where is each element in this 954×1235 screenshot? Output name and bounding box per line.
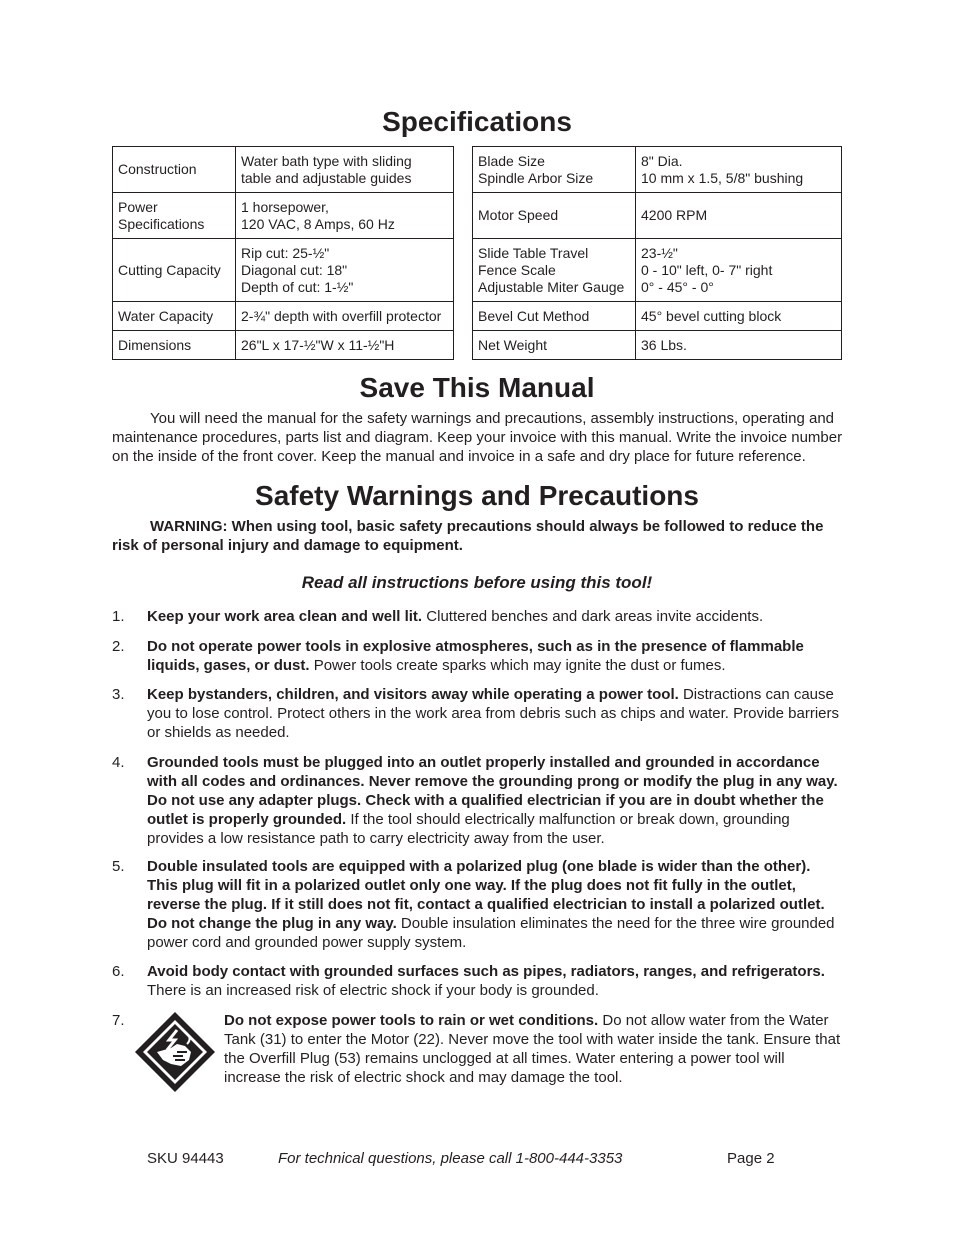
spec-row [113,302,454,331]
spec-label: Motor Speed [473,193,636,239]
item-number: 7. [112,1012,125,1029]
spec-value: 8" Dia. 10 mm x 1.5, 5/8" bushing [636,147,842,193]
spec-row [113,193,454,239]
item-text: Distractions can cause you to lose control. Protect others in the work area from debris such as chips and water. Provide barriers or shields as needed. [147,686,839,741]
item-number: 6. [112,963,125,980]
list-item [112,753,844,848]
list-item [112,1011,844,1087]
spec-value: 45° bevel cutting block [636,302,842,331]
spec-value: 26"L x 17-½"W x 11-½"H [236,331,454,360]
spec-label: Dimensions [113,331,236,360]
spec-label: Slide Table Travel Fence Scale Adjustable Miter Gauge [473,239,636,302]
specifications-title: Specifications [382,106,572,137]
list-item [112,685,844,742]
spec-value: 4200 RPM [636,193,842,239]
item-bold-text: Keep bystanders, children, and visitors away while operating a power tool. [147,686,679,703]
electric-shock-hand-icon [133,1010,217,1094]
spec-label: Blade Size Spindle Arbor Size [473,147,636,193]
spec-value: Water bath type with sliding table and adjustable guides [236,147,454,193]
item-number: 1. [112,608,125,625]
item-number: 4. [112,754,125,771]
spec-row [113,147,454,193]
item-text: If the tool should electrically malfunction or break down, grounding provides a low resistance path to carry electricity away from the user. [147,811,790,847]
spec-row [473,331,842,360]
spec-value: 1 horsepower, 120 VAC, 8 Amps, 60 Hz [236,193,454,239]
specifications-table-left [112,146,454,360]
spec-label: Construction [113,147,236,193]
item-bold-text: Do not operate power tools in explosive atmospheres, such as in the presence of flammable liquids, gases, or dust. [147,638,804,674]
item-bold-text: Double insulated tools are equipped with a polarized plug (one blade is wider than the other). This plug will fit in a polarized outlet only one way. If the plug does not fit fully in the outlet, reverse the plug. If it still does not fit, contact a qualified electrician to install a polarized outlet. Do not change the plug in any way. [147,858,825,932]
spec-label: Bevel Cut Method [473,302,636,331]
footer-tech-support: For technical questions, please call 1-800-444-3353 [278,1150,623,1167]
item-bold-text: Avoid body contact with grounded surfaces such as pipes, radiators, ranges, and refrigerators. [147,963,825,980]
item-text: There is an increased risk of electric shock if your body is grounded. [147,982,599,999]
safety-title: Safety Warnings and Precautions [255,480,699,511]
read-instructions-subheading: Read all instructions before using this tool! [301,573,653,592]
item-bold-text: Do not expose power tools to rain or wet conditions. [224,1012,599,1029]
specifications-table-right [472,146,842,360]
spec-row [113,331,454,360]
list-item [112,857,844,952]
spec-value: 23-½" 0 - 10" left, 0- 7" right 0° - 45° - 0° [636,239,842,302]
save-manual-title: Save This Manual [359,372,595,403]
item-text: Power tools create sparks which may ignite the dust or fumes. [309,657,726,674]
spec-label: Water Capacity [113,302,236,331]
footer-page-number: Page 2 [727,1150,775,1167]
item-number: 3. [112,686,125,703]
spec-row [473,239,842,302]
spec-row [473,302,842,331]
item-text: Cluttered benches and dark areas invite accidents. [422,608,764,625]
spec-value: 36 Lbs. [636,331,842,360]
spec-label: Power Specifications [113,193,236,239]
list-item [112,607,844,626]
spec-row [113,239,454,302]
spec-row [473,193,842,239]
spec-value: 2-¾" depth with overfill protector [236,302,454,331]
list-item [112,962,844,1000]
item-number: 2. [112,638,125,655]
spec-label: Cutting Capacity [113,239,236,302]
spec-label: Net Weight [473,331,636,360]
list-item [112,637,844,675]
footer-sku: SKU 94443 [147,1150,224,1167]
item-number: 5. [112,858,125,875]
spec-value: Rip cut: 25-½" Diagonal cut: 18" Depth of cut: 1-½" [236,239,454,302]
save-manual-paragraph: You will need the manual for the safety warnings and precautions, assembly instructions, operating and maintenance procedures, parts list and diagram. Keep your invoice with this manual. Write the invoice number on the inside of the front cover. Keep the manual and invoice in a safe and dry place for future reference. [112,410,843,465]
item-bold-text: Grounded tools must be plugged into an outlet properly installed and grounded in accordance with all codes and ordinances. Never remove the grounding prong or modify the plug in any way. Do not use any adapter plugs. Check with a qualified electrician if you are in doubt whether the outlet is properly grounded. [147,754,838,828]
safety-warning: WARNING: When using tool, basic safety precautions should always be followed to reduce the risk of personal injury and damage to equipment. [112,518,824,554]
item-text: Do not allow water from the Water Tank (31) to enter the Motor (22). Never move the tool with water inside the tank. Ensure that the Overfill Plug (53) remains unclogged at all times. Water entering a power tool will increase the risk of electric shock and may damage the tool. [224,1012,841,1086]
spec-row [473,147,842,193]
item-text: Double insulation eliminates the need for the three wire grounded power cord and grounded power supply system. [147,915,835,951]
item-bold-text: Keep your work area clean and well lit. [147,608,423,625]
